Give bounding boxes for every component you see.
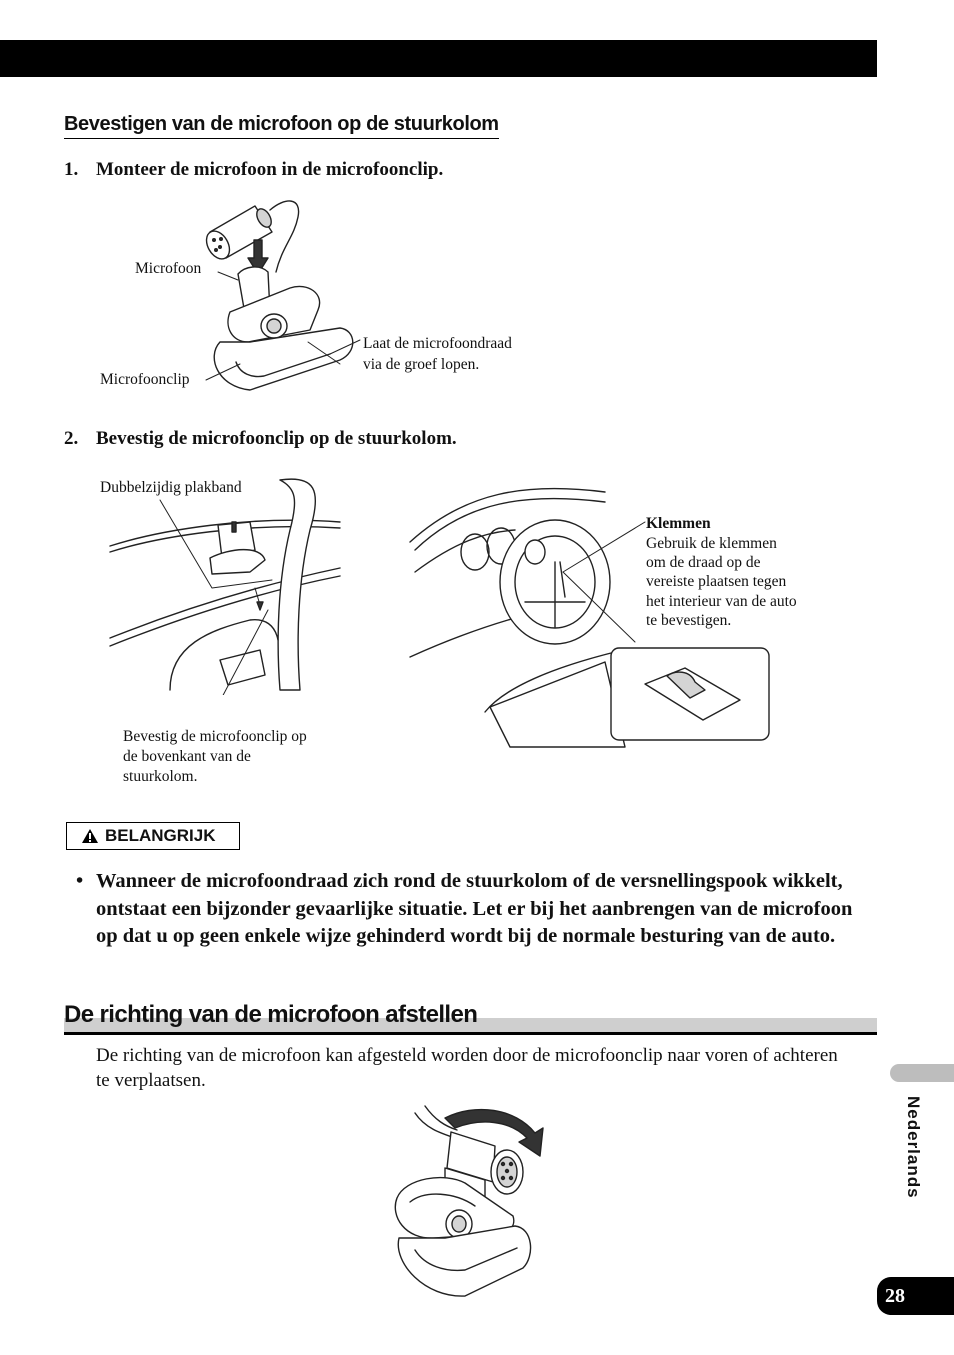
step-2: 2. Bevestig de microfoonclip op de stuurkolom. bbox=[64, 428, 457, 449]
section-heading-direction: De richting van de microfoon afstellen bbox=[64, 1001, 478, 1028]
bullet-dot: • bbox=[76, 870, 84, 892]
language-label: Nederlands bbox=[904, 1096, 923, 1199]
label-klemmen-4: het interieur van de auto bbox=[646, 593, 797, 610]
section-heading-steering-column: Bevestigen van de microfoon op de stuurkolom bbox=[64, 113, 499, 139]
label-klemmen-2: om de draad op de bbox=[646, 554, 761, 571]
label-microfoon: Microfoon bbox=[135, 260, 202, 277]
label-klemmen-5: te bevestigen. bbox=[646, 612, 732, 629]
label-bevestig-3: stuurkolom. bbox=[123, 768, 198, 785]
label-groef-1: Laat de microfoondraad bbox=[363, 335, 512, 352]
label-klemmen-3: vereiste plaatsen tegen bbox=[646, 573, 787, 590]
microphone-adjust-illustration bbox=[385, 1098, 555, 1303]
label-klemmen-title: Klemmen bbox=[646, 515, 711, 532]
label-bevestig-2: de bovenkant van de bbox=[123, 748, 251, 765]
step-1: 1. Monteer de microfoon in de microfoonclip. bbox=[64, 159, 444, 180]
warning-triangle-icon bbox=[81, 828, 99, 844]
label-groef-2: via de groef lopen. bbox=[363, 356, 480, 373]
header-bar bbox=[0, 40, 877, 77]
label-plakband: Dubbelzijdig plakband bbox=[100, 479, 242, 496]
direction-paragraph: De richting van de microfoon kan afgesteld worden door de microfoonclip naar voren of achteren te verplaatsen. bbox=[96, 1045, 838, 1091]
steering-column-illustration bbox=[100, 470, 350, 695]
important-bullet bbox=[76, 868, 866, 951]
label-microfoonclip: Microfoonclip bbox=[100, 371, 190, 388]
microphone-clip-illustration bbox=[190, 192, 370, 397]
important-label: BELANGRIJK bbox=[105, 826, 216, 845]
important-notice-box bbox=[66, 822, 240, 850]
page-number: 28 bbox=[877, 1277, 954, 1315]
label-klemmen-1: Gebruik de klemmen bbox=[646, 535, 777, 552]
label-bevestig-1: Bevestig de microfoonclip op bbox=[123, 728, 307, 745]
important-text: Wanneer de microfoondraad zich rond de stuurkolom of de versnellingspook wikkelt, ontstaat een bijzonder gevaarlijke situatie. Let er bij het aanbrengen van de microfoon op dat u op geen enkele wijze gehinderd wordt bij de normale besturing van de auto. bbox=[96, 870, 853, 947]
language-tab bbox=[890, 1064, 954, 1082]
